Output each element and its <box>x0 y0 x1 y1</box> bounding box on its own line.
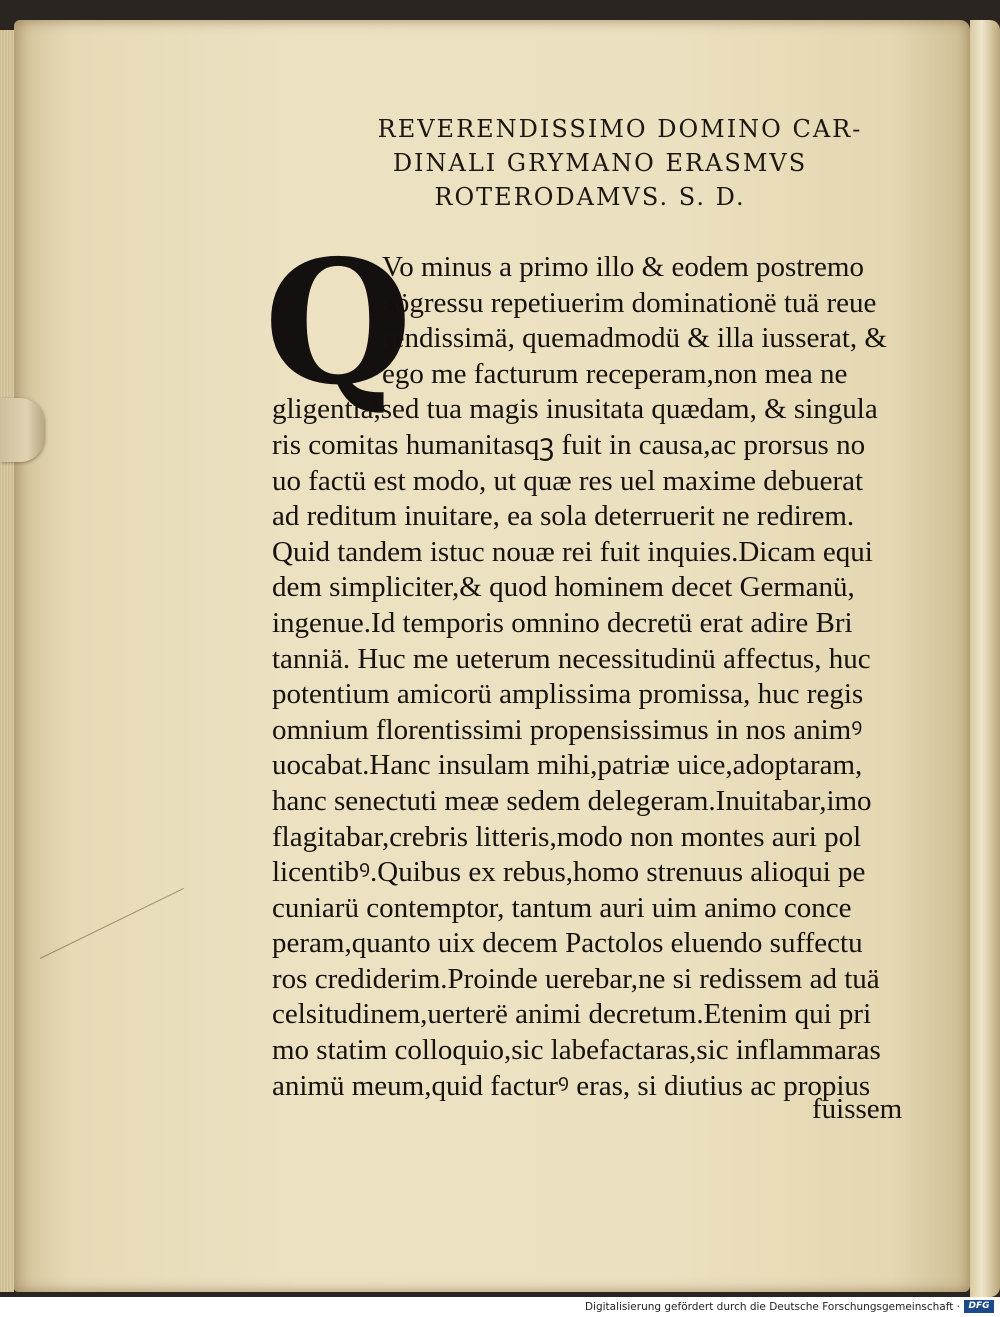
text-line: uo factü est modo, ut quæ res uel maxime debuerat <box>272 464 864 497</box>
text-line: ego me facturum receperam,non mea ne <box>382 357 848 390</box>
digitization-credit: Digitalisierung gefördert durch die Deutsche Forschungsgemeinschaft · <box>584 1301 960 1313</box>
paper-clasp <box>0 398 44 462</box>
text-line: licentibꝰ.Quibus ex rebus,homo strenuus alioqui pe <box>272 856 866 889</box>
text-line: animü meum,quid facturꝰ eras, si diutius ac propius <box>272 1069 871 1102</box>
page-edge-right <box>970 20 1000 1297</box>
heading-line-1: REVERENDISSIMO DOMINO CAR- <box>377 115 863 143</box>
text-line: celsitudinem,uerterë animi decretum.Etenim qui pri <box>272 998 872 1031</box>
body-text <box>272 250 912 1104</box>
text-line: ris comitas humanitasqꝫ fuit in causa,ac prorsus no <box>272 428 866 461</box>
heading-line-2: DINALI GRYMANO ERASMVS <box>392 149 808 177</box>
text-line: cuniarü contemptor, tantum auri uim animo conce <box>272 891 852 924</box>
text-line: ingenue.Id temporis omnino decretü erat adire Bri <box>272 606 853 639</box>
dedication-heading <box>300 112 900 214</box>
text-line: Vo minus a primo illo & eodem postremo <box>382 251 864 283</box>
text-line: peram,quanto uix decem Pactolos eluendo suffectu <box>272 927 863 960</box>
text-line: tanniä. Huc me ueterum necessitudinü affectus, huc <box>272 642 871 675</box>
text-line: potentium amicorü amplissima promissa, huc regis <box>272 678 864 711</box>
text-line: mo statim colloquio,sic labefactaras,sic inflammaras <box>272 1034 881 1067</box>
text-line: flagitabar,crebris litteris,modo non montes auri pol <box>272 820 862 853</box>
heading-line-3: ROTERODAMVS. S. D. <box>434 183 746 211</box>
text-line: gligentia,sed tua magis inusitata quædam, & singula <box>272 393 878 426</box>
text-line: rendissimä, quemadmodü & illa iusserat, & <box>382 322 887 355</box>
text-line: ad reditum inuitare, ea sola deterruerit ne redirem. <box>272 500 855 533</box>
drop-cap: Q <box>264 223 413 423</box>
page-edge-left <box>0 30 14 1292</box>
text-line: uocabat.Hanc insulam mihi,patriæ uice,adoptaram, <box>272 749 863 782</box>
text-line: dem simpliciter,& quod hominem decet Germanü, <box>272 571 855 604</box>
text-line: omnium florentissimi propensissimus in nos animꝰ <box>272 713 863 746</box>
catchword: fuissem <box>812 1093 903 1125</box>
text-line: hanc senectuti meæ sedem delegeram.Inuitabar,imo <box>272 784 872 817</box>
text-line: cögressu repetiuerim dominationë tuä reue <box>382 286 877 319</box>
text-line: ros crediderim.Proinde uerebar,ne si redissem ad tuä <box>272 962 880 995</box>
dfg-logo: DFG <box>964 1300 994 1313</box>
text-line: Quid tandem istuc nouæ rei fuit inquies.Dicam equi <box>272 535 873 568</box>
